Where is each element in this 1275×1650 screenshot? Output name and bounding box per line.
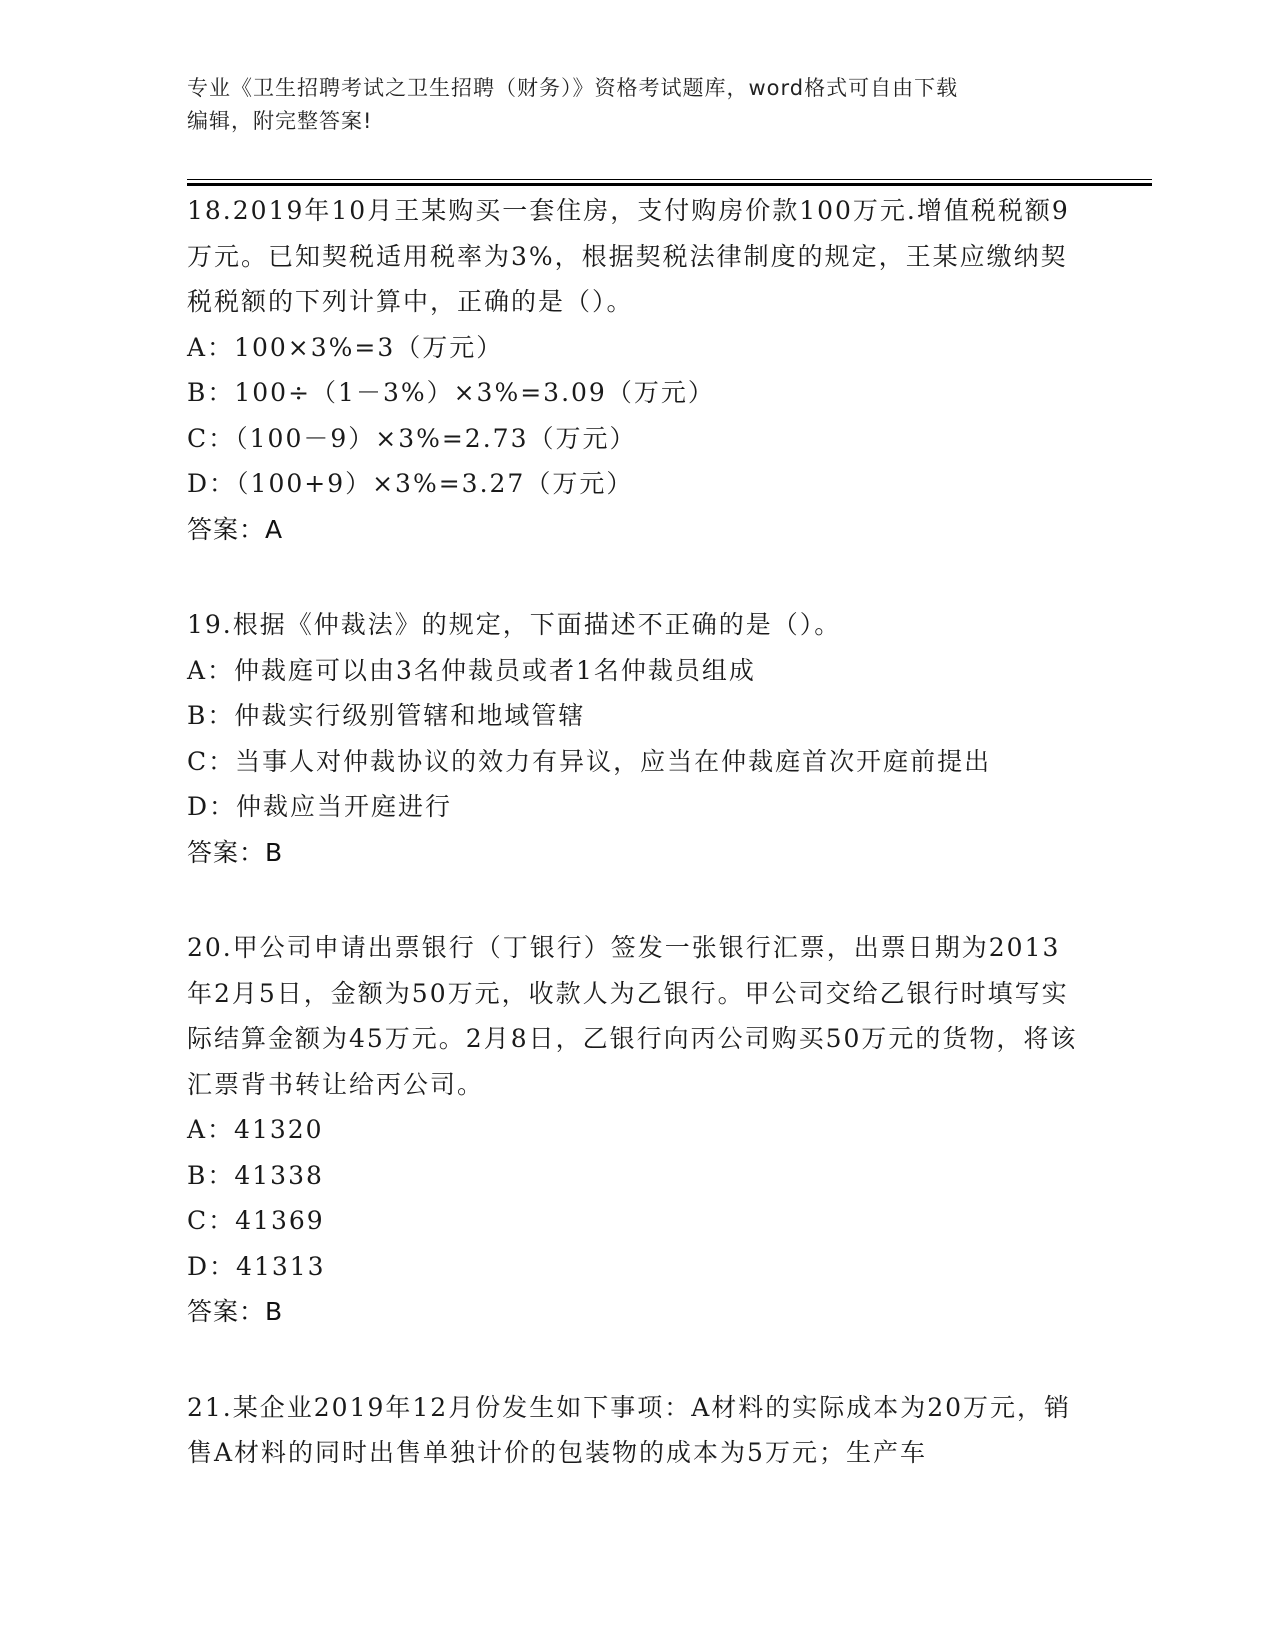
- option-c: C：（100－9）×3%=2.73（万元）: [187, 423, 637, 453]
- option-a: A：仲裁庭可以由3名仲裁员或者1名仲裁员组成: [187, 655, 756, 685]
- question-stem: 18.2019年10月王某购买一套住房，支付购房价款100万元.增值税税额9万元。已知契税适用税率为3%，根据契税法律制度的规定，王某应缴纳契税税额的下列计算中，正确的是（）。: [187, 196, 1070, 316]
- answer-label: 答案：B: [187, 1297, 284, 1326]
- header-line-1: 专业《卫生招聘考试之卫生招聘（财务）》资格考试题库，word格式可自由下载: [187, 76, 959, 100]
- question-21: [187, 1385, 1087, 1476]
- question-stem: 20.甲公司申请出票银行（丁银行）签发一张银行汇票，出票日期为2013年2月5日，金额为50万元，收款人为乙银行。甲公司交给乙银行时填写实际结算金额为45万元。2月8日，乙银行向丙公司购买50万元的货物，将该汇票背书转让给丙公司。: [187, 933, 1078, 1099]
- question-stem: 21.某企业2019年12月份发生如下事项：A材料的实际成本为20万元，销售A材料的同时出售单独计价的包装物的成本为5万元；生产车: [187, 1392, 1072, 1467]
- option-d: D：（100+9）×3%=3.27（万元）: [187, 469, 634, 498]
- question-18: [187, 188, 1087, 552]
- header-rule-thin: [187, 179, 1152, 180]
- option-d: D：41313: [187, 1251, 326, 1281]
- option-c: C：41369: [187, 1206, 325, 1235]
- option-b: B：100÷（1－3%）×3%=3.09（万元）: [187, 378, 715, 407]
- option-d: D：仲裁应当开庭进行: [187, 792, 453, 821]
- header-rule-thick: [187, 183, 1152, 186]
- option-a: A：41320: [187, 1115, 324, 1144]
- question-list: [187, 188, 1087, 1526]
- option-c: C：当事人对仲裁协议的效力有异议，应当在仲裁庭首次开庭前提出: [187, 746, 992, 776]
- header-line-2: 编辑，附完整答案!: [187, 109, 373, 133]
- question-20: [187, 925, 1087, 1335]
- question-stem: 19.根据《仲裁法》的规定，下面描述不正确的是（）。: [187, 610, 842, 639]
- option-b: B：仲裁实行级别管辖和地域管辖: [187, 701, 586, 730]
- option-a: A：100×3%=3（万元）: [187, 332, 504, 362]
- document-header: [187, 72, 1087, 138]
- answer-label: 答案：A: [187, 514, 284, 544]
- option-b: B：41338: [187, 1160, 324, 1190]
- question-19: [187, 602, 1087, 875]
- answer-label: 答案：B: [187, 837, 284, 867]
